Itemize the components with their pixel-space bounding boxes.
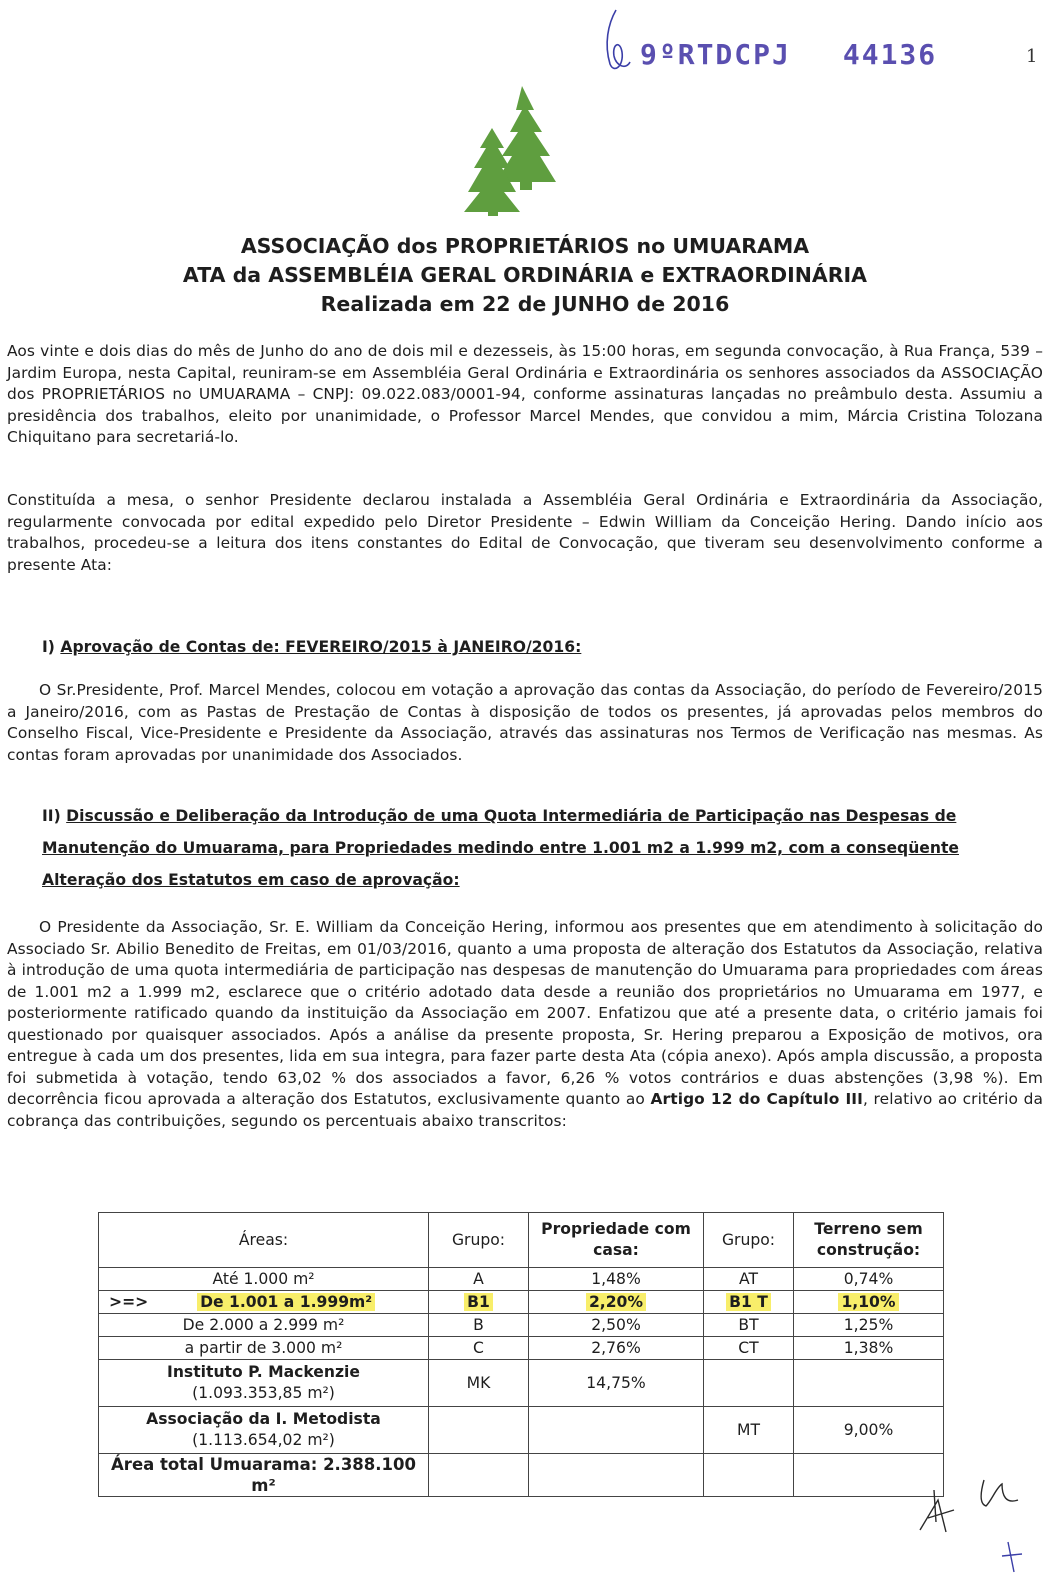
metodista-area: (1.113.654,02 m²) — [192, 1431, 335, 1449]
cell-house-rate — [529, 1407, 704, 1454]
article-reference: Artigo 12 do Capítulo III — [650, 1090, 863, 1108]
header-grupo-terreno: Grupo: — [704, 1213, 794, 1268]
cell-land-group — [704, 1291, 794, 1314]
cell-land-group: CT — [704, 1337, 794, 1360]
cell-land-group: AT — [704, 1268, 794, 1291]
metodista-name: Associação da I. Metodista — [146, 1410, 381, 1428]
section-1-label: I) — [42, 638, 55, 656]
paragraph-quota-discussion — [7, 917, 1043, 1132]
registry-stamp — [640, 38, 937, 71]
table-row — [99, 1314, 944, 1337]
title-line-3: Realizada em 22 de JUNHO de 2016 — [320, 292, 730, 316]
header-terreno: Terreno sem construção: — [794, 1213, 944, 1268]
arrow-marker: >=> — [109, 1292, 149, 1311]
signature-mark — [596, 4, 636, 84]
cell-area: De 2.000 a 2.999 m² — [99, 1314, 429, 1337]
table-row — [99, 1268, 944, 1291]
title-line-2: ATA da ASSEMBLÉIA GERAL ORDINÁRIA e EXTRAORDINÁRIA — [182, 263, 868, 287]
page-number: 1 — [1026, 46, 1038, 67]
cell-area — [99, 1360, 429, 1407]
paragraph-quota-end: , relativo ao critério da cobrança das contribuições, segundo os percentuais abaixo transcritos: — [7, 1090, 1043, 1130]
stamp-number: 44136 — [842, 38, 938, 71]
paragraph-constitution: Constituída a mesa, o senhor Presidente declarou instalada a Assembléia Geral Ordinária e Extraordinária da Associação, regularmente convocada por edital expedido pelo Diretor Presidente – Edwin William da Conceição Hering. Dando início aos trabalhos, procedeu-se a leitura dos itens constantes do Edital de Convocação, que tiveram seu desenvolvimento conforme a presente Ata: — [7, 491, 1043, 574]
cell-land-rate — [794, 1291, 944, 1314]
cell-area — [99, 1291, 429, 1314]
document-title — [0, 232, 1050, 319]
mackenzie-name: Instituto P. Mackenzie — [167, 1363, 360, 1381]
cell-total: Área total Umuarama: 2.388.100 m² — [99, 1454, 429, 1497]
paragraph-quota-text: O Presidente da Associação, Sr. E. William da Conceição Hering, informou aos presentes que em atendimento à solicitação do Associado Sr. Abilio Benedito de Freitas, em 01/03/2016, quanto a uma proposta de alteração dos Estatutos da Associação, relativa à introdução de uma quota intermediária de participação nas despesas de manutenção do Umuarama para propriedades com áreas de 1.001 m2 a 1.999 m2, esclarece que o critério adotado data desde a reunião dos proprietários no Umuarama em 1977, e posteriormente ratificado quando da instituição da Associação em 2007. Enfatizou que até a presente data, o critério jamais foi questionado por quaisquer associados. Após a análise da presente proposta, Sr. Hering preparou a Exposição de motivos, ora entregue à cada um dos presentes, lida em sua integra, para fazer parte desta Ata (cópia anexo). Após ampla discussão, a proposta foi submetida à votação, tendo 63,02 % dos associados a favor, 6,26 % votos contrários e duas abstenções (3,98 %). Em decorrência ficou aprovada a alteração dos Estatutos, exclusivamente quanto ao — [7, 918, 1043, 1108]
cell-house-rate: 2,50% — [529, 1314, 704, 1337]
cell-land-rate: 0,74% — [794, 1268, 944, 1291]
table-row-mackenzie — [99, 1360, 944, 1407]
cell-group — [429, 1291, 529, 1314]
table-row-highlighted — [99, 1291, 944, 1314]
fee-table — [98, 1212, 944, 1497]
section-2-heading — [42, 800, 1002, 896]
highlighted-land-rate: 1,10% — [838, 1293, 898, 1311]
cell-area: a partir de 3.000 m² — [99, 1337, 429, 1360]
highlighted-group: B1 — [464, 1293, 493, 1311]
cell-land-group: BT — [704, 1314, 794, 1337]
cell-land-rate: 9,00% — [794, 1407, 944, 1454]
paragraph-accounts: O Sr.Presidente, Prof. Marcel Mendes, colocou em votação a aprovação das contas da Associação, do período de Fevereiro/2015 a Janeiro/2016, com as Pastas de Prestação de Contas à disposição de todos os presentes, já aprovadas pelos membros do Conselho Fiscal, Vice-Presidente e Presidente da Associação, através das assinaturas nos Termos de Verificação nas mesmas. As contas foram aprovadas por unanimidade dos Associados. — [7, 681, 1043, 764]
section-1-heading — [42, 638, 581, 656]
table-row-total — [99, 1454, 944, 1497]
cell-land-rate: 1,38% — [794, 1337, 944, 1360]
cell-house-rate: 1,48% — [529, 1268, 704, 1291]
table-header-row — [99, 1213, 944, 1268]
table-row-metodista — [99, 1407, 944, 1454]
highlighted-land-group: B1 T — [726, 1293, 771, 1311]
header-propriedade-casa: Propriedade com casa: — [529, 1213, 704, 1268]
header-areas: Áreas: — [99, 1213, 429, 1268]
cell-land-rate: 1,25% — [794, 1314, 944, 1337]
cell-group: A — [429, 1268, 529, 1291]
mackenzie-area: (1.093.353,85 m²) — [192, 1384, 335, 1402]
cell-area — [99, 1407, 429, 1454]
paragraph-opening: Aos vinte e dois dias do mês de Junho do ano de dois mil e dezesseis, às 15:00 horas, em segunda convocação, à Rua França, 539 – Jardim Europa, nesta Capital, reuniram-se em Assembléia Geral Ordinária e Extraordinária os senhores associados da ASSOCIAÇÃO dos PROPRIETÁRIOS no UMUARAMA – CNPJ: 09.022.083/0001-94, conforme assinaturas lançadas no preâmbulo desta. Assumiu a presidência dos trabalhos, eleito por unanimidade, o Professor Marcel Mendes, que convidou a mim, Márcia Cristina Tolozana Chiquitano para secretariá-lo. — [7, 342, 1043, 446]
section-1-title: Aprovação de Contas de: FEVEREIRO/2015 à JANEIRO/2016: — [60, 638, 582, 656]
stamp-registry: 9ºRTDCPJ — [640, 38, 791, 71]
section-2-title-line-3: Alteração dos Estatutos em caso de aprovação: — [42, 871, 460, 889]
highlighted-area: De 1.001 a 1.999m² — [197, 1293, 375, 1311]
cell-house-rate: 14,75% — [529, 1360, 704, 1407]
cell-group — [429, 1407, 529, 1454]
header-grupo-casa: Grupo: — [429, 1213, 529, 1268]
cell-land-group: MT — [704, 1407, 794, 1454]
cell-group: C — [429, 1337, 529, 1360]
section-2-title-line-2: Manutenção do Umuarama, para Propriedades medindo entre 1.001 m2 a 1.999 m2, com a conseqüente — [42, 839, 960, 857]
initials-signature — [910, 1460, 1030, 1580]
cell-group: MK — [429, 1360, 529, 1407]
cell-area: Até 1.000 m² — [99, 1268, 429, 1291]
cell-land-group — [704, 1360, 794, 1407]
cell-house-rate: 2,76% — [529, 1337, 704, 1360]
cell-empty — [429, 1454, 529, 1497]
highlighted-house-rate: 2,20% — [586, 1293, 646, 1311]
cell-group: B — [429, 1314, 529, 1337]
section-2-title-line-1: Discussão e Deliberação da Introdução de uma Quota Intermediária de Participação nas Despesas de — [66, 807, 957, 825]
section-2-label: II) — [42, 807, 61, 825]
table-row — [99, 1337, 944, 1360]
title-line-1: ASSOCIAÇÃO dos PROPRIETÁRIOS no UMUARAMA — [240, 234, 810, 258]
cell-house-rate — [529, 1291, 704, 1314]
cell-empty — [704, 1454, 794, 1497]
pine-trees-logo — [462, 86, 582, 216]
cell-land-rate — [794, 1360, 944, 1407]
cell-empty — [529, 1454, 704, 1497]
